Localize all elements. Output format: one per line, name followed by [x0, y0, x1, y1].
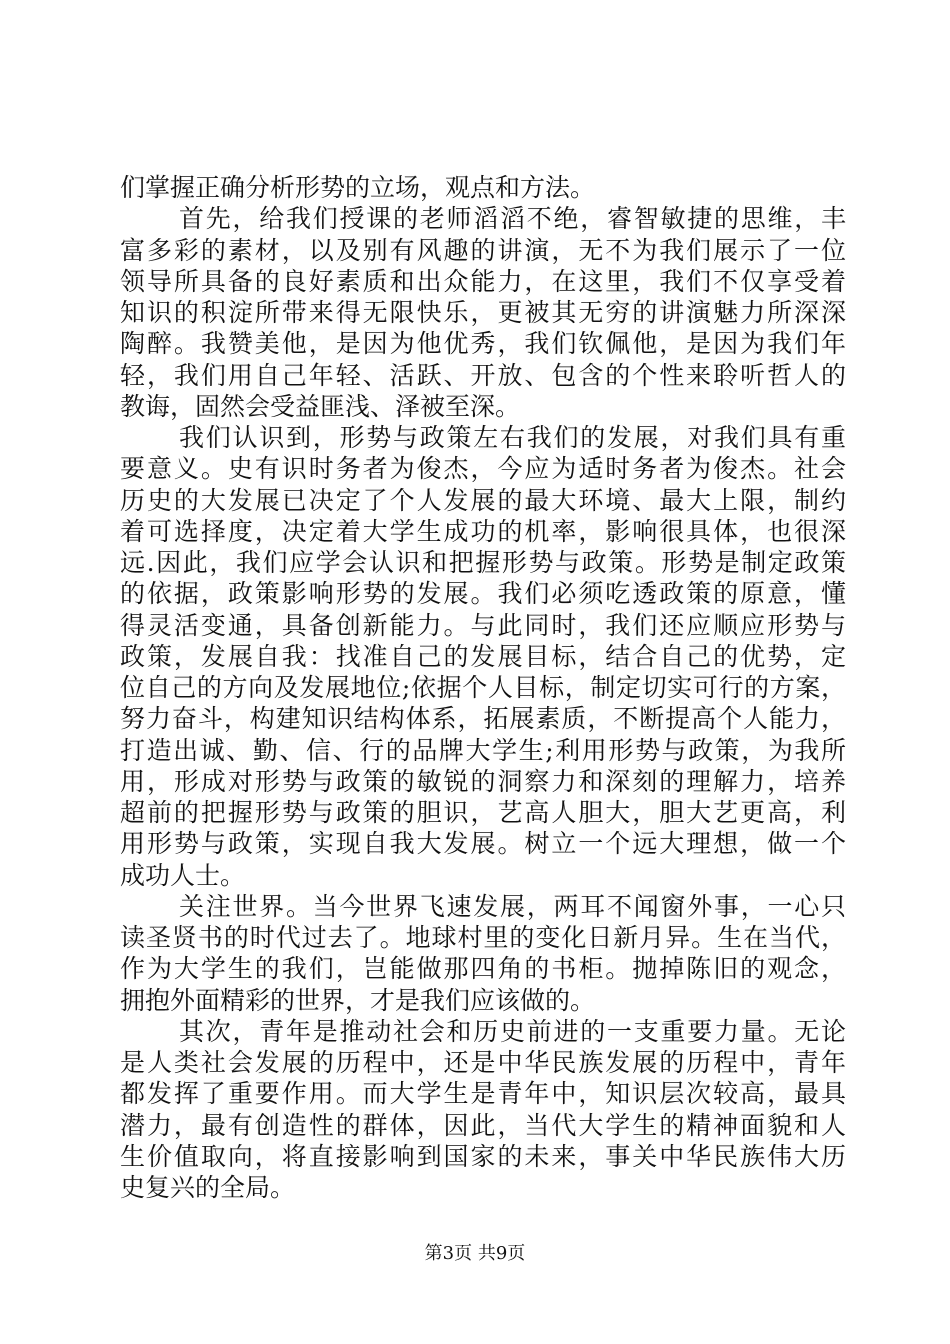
text-line: 富多彩的素材，以及别有风趣的讲演，无不为我们展示了一位 — [120, 235, 846, 265]
text-line: 知识的积淀所带来得无限快乐，更被其无穷的讲演魅力所深深 — [120, 298, 846, 327]
text-line: 们掌握正确分析形势的立场，观点和方法。 — [120, 173, 596, 202]
page-number-footer: 第3页 共9页 — [424, 1243, 526, 1264]
text-line: 潜力，最有创造性的群体，因此，当代大学生的精神面貌和人 — [120, 1110, 846, 1140]
text-line: 成功人士。 — [120, 860, 246, 890]
text-line: 其次，青年是推动社会和历史前进的一支重要力量。无论 — [179, 1016, 846, 1046]
text-line: 陶醉。我赞美他，是因为他优秀，我们钦佩他，是因为我们年 — [120, 329, 846, 359]
text-line: 领导所具备的良好素质和出众能力，在这里，我们不仅享受着 — [120, 266, 846, 296]
text-line: 拥抱外面精彩的世界，才是我们应该做的。 — [120, 985, 596, 1015]
text-line: 用，形成对形势与政策的敏锐的洞察力和深刻的理解力，培养 — [120, 766, 846, 796]
text-line: 教诲，固然会受益匪浅、泽被至深。 — [120, 391, 521, 421]
text-line: 超前的把握形势与政策的胆识，艺高人胆大，胆大艺更高，利 — [120, 798, 846, 827]
text-line: 打造出诚、勤、信、行的品牌大学生;利用形势与政策，为我所 — [120, 735, 846, 765]
text-line: 得灵活变通，具备创新能力。与此同时，我们还应顺应形势与 — [120, 610, 846, 640]
text-line: 生价值取向，将直接影响到国家的未来，事关中华民族伟大历 — [120, 1141, 846, 1171]
text-line: 关注世界。当今世界飞速发展，两耳不闻窗外事，一心只 — [179, 891, 846, 921]
text-line: 政策，发展自我：找准自己的发展目标，结合自己的优势，定 — [120, 641, 846, 671]
text-line: 用形势与政策，实现自我大发展。树立一个远大理想，做一个 — [120, 829, 846, 859]
text-line: 历史的大发展已决定了个人发展的最大环境、最大上限，制约 — [120, 485, 846, 515]
text-line: 我们认识到，形势与政策左右我们的发展，对我们具有重 — [179, 423, 846, 452]
text-line: 轻，我们用自己年轻、活跃、开放、包含的个性来聆听哲人的 — [120, 360, 846, 390]
text-line: 着可选择度，决定着大学生成功的机率，影响很具体，也很深 — [120, 516, 846, 546]
text-line: 要意义。史有识时务者为俊杰，今应为适时务者为俊杰。社会 — [120, 454, 846, 484]
text-line: 努力奋斗，构建知识结构体系，拓展素质，不断提高个人能力， — [120, 704, 846, 734]
text-line: 是人类社会发展的历程中，还是中华民族发展的历程中，青年 — [120, 1048, 846, 1077]
text-line: 的依据，政策影响形势的发展。我们必须吃透政策的原意，懂 — [120, 579, 846, 609]
document-body — [120, 172, 846, 1203]
text-line: 都发挥了重要作用。而大学生是青年中，知识层次较高，最具 — [120, 1079, 846, 1109]
text-line: 位自己的方向及发展地位;依据个人目标，制定切实可行的方案， — [120, 673, 846, 702]
text-line: 读圣贤书的时代过去了。地球村里的变化日新月异。生在当代， — [120, 923, 846, 952]
text-line: 远.因此，我们应学会认识和把握形势与政策。形势是制定政策 — [120, 548, 846, 577]
text-line: 史复兴的全局。 — [120, 1173, 296, 1202]
text-line: 作为大学生的我们，岂能做那四角的书柜。抛掉陈旧的观念， — [120, 954, 846, 984]
text-line: 首先，给我们授课的老师滔滔不绝，睿智敏捷的思维，丰 — [179, 204, 846, 234]
